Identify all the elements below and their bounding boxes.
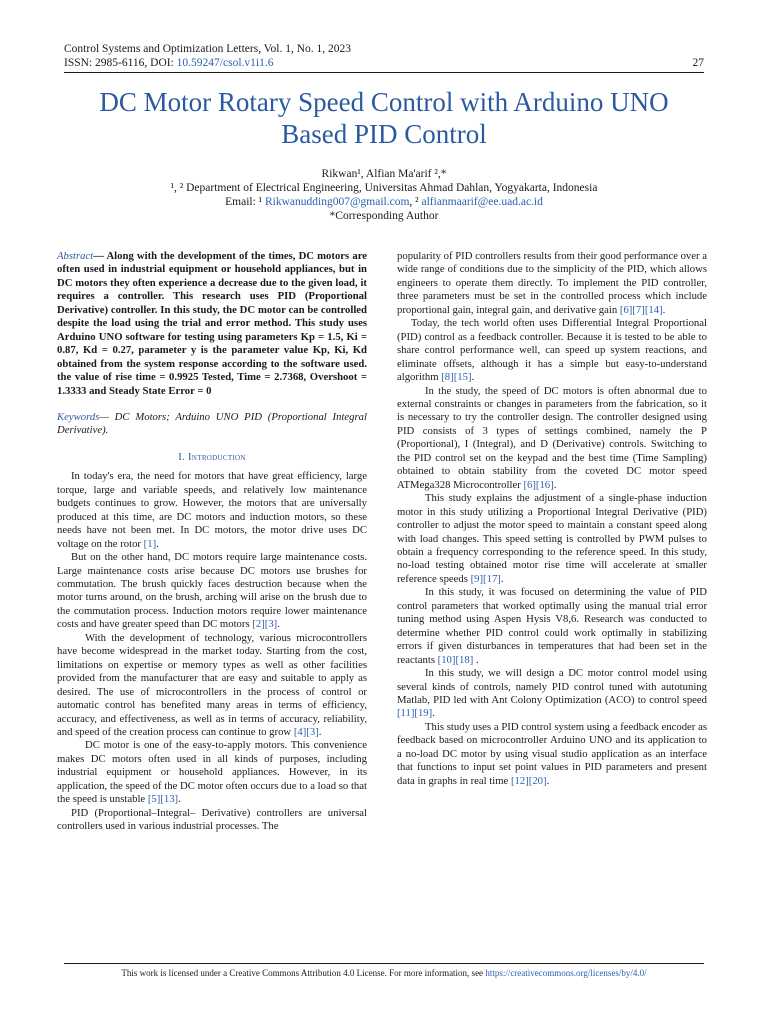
citation-link[interactable]: [12][20] (510, 774, 547, 787)
keywords-text: — DC Motors; Arduino UNO PID (Proportional Integral Derivative). (57, 410, 367, 437)
journal-name: Control Systems and Optimization Letters, Vol. 1, No. 1, 2023 (64, 43, 352, 55)
abstract: Abstract— Along with the development of the times, DC motors are often used in industrial equipment or household appliances, but in DC motors they often experience a decrease due to the given load, it requires a controller. This research uses PID (Proportional Derivative) controller. In this study, the DC motor can be controlled despite the load using the trial and error method. This study uses Arduino UNO software for testing using parameters Kp = 1.5, Ki = 0.87, Kd = 0.27, parameter y is the parameter value Kp, Ki, Kd obtained from the system response according to the software used. the value of rise time = 0.9925 Tested, Time = 2.7368, Overshoot = 1.3333 and Steady State Error = 0 (57, 250, 367, 397)
paragraph: popularity of PID controllers results from their good performance over a wide range of conditions due to the simplicity of the PID, which allows engineers to operate them directly. To implement the PID controller, three parameters must be set in the controlled process which include proportional gain, integral gain, and derivative gain [6][7][14]. (397, 250, 707, 316)
author-block (64, 167, 704, 223)
keywords-label: Keywords (57, 410, 100, 423)
citation-link[interactable]: [6][7][14] (619, 303, 663, 316)
affiliation: ¹, ² Department of Electrical Engineering, Universitas Ahmad Dahlan, Yogyakarta, Indonesia (170, 182, 598, 194)
paragraph: This study explains the adjustment of a single-phase induction motor in this study utilizing a Proportional Integral Derivative (PID) controller to adjust the motor speed to maintain a constant speed along with load changes. This speed setting is controlled by PWM pulses to obtain a frequency corresponding to the reference speed. In this study, no-load testing obtained motor rise time will accelerate at smaller reference speeds [9][17]. (397, 492, 707, 585)
paragraph: PID (Proportional–Integral– Derivative) controllers are universal controllers used in various industrial processes. The (57, 806, 367, 833)
paragraph: Today, the tech world often uses Differential Integral Proportional (PID) control as a feedback controller. Because it is tested to be able to share control performance well, can speed up system reactions, and eliminate offsets, although it has a simple but easy-to-understand algorithm [8][15]. (397, 317, 707, 384)
left-column (57, 250, 367, 834)
paragraph: In this study, we will design a DC motor control model using several kinds of controls, namely PID control tuned with autotuning Matlab, PID led with Ant Colony Optimization (ACO) to control speed [11][19]. (397, 667, 707, 720)
email-link-2[interactable]: alfianmaarif@ee.uad.ac.id (421, 196, 543, 208)
doi-link[interactable]: 10.59247/csol.v1i1.6 (176, 57, 274, 69)
author-names: Rikwan¹, Alfian Ma'arif ²,* (321, 168, 447, 180)
paragraph: But on the other hand, DC motors require large maintenance costs. Large maintenance costs arise because DC motors use brushes for commutation. The brush quickly faces destruction because when the motor turns around, on the brush, arching will arise on the brush due to the commutation process. Induction motors require lower maintenance costs and have greater speed than DC motors [2][3]. (57, 551, 367, 631)
abstract-text: Along with the development of the times, DC motors are often used in industrial equipment or household appliances, but in DC motors they often experience a decrease due to the given load, it requires a controller. This research uses PID (Proportional Derivative) controller. In this study, the DC motor can be controlled despite the load using the trial and error method. This study uses Arduino UNO software for testing using parameters Kp = 1.5, Ki = 0.87, Kd = 0.27, parameter y is the parameter value Kp, Ki, Kd obtained from the system response according to the software used. the value of rise time = 0.9925 Tested, Time = 2.7368, Overshoot = 1.3333 and Steady State Error = 0 (57, 250, 367, 397)
citation-link[interactable]: [8][15] (441, 371, 472, 384)
left-paragraphs (57, 470, 367, 833)
keywords (57, 411, 367, 438)
paper-title: DC Motor Rotary Speed Control with Arduino UNO Based PID Control (99, 87, 669, 149)
citation-link[interactable]: [11][19] (397, 707, 433, 720)
paragraph: DC motor is one of the easy-to-apply motors. This convenience makes DC motors often used in all kinds of purposes, including industrial equipment or household appliances. However, in its application, the speed of the DC motor often occurs due to a load so that the speed is unstable [5][13]. (57, 739, 367, 806)
page-number: 27 (692, 57, 704, 69)
citation-link[interactable]: [5][13] (147, 793, 179, 806)
right-paragraphs (397, 250, 707, 788)
license-footer: This work is licensed under a Creative Commons Attribution 4.0 License. For more information, see https://creativecommons.org/licenses/by/4.0/ (121, 968, 647, 978)
section-heading-introduction: I. Introduction (178, 450, 246, 463)
citation-link[interactable]: [4][3] (293, 725, 319, 738)
paragraph: With the development of technology, various microcontrollers have become widespread in the market today. Starting from the cost, limitations on expertise or memory types as well as other facilities provided from the manufacturer that are easy and suitable to apply as desired. The use of microcontrollers in the process of control or automatic control has benefited many areas in terms of efficiency, accuracy, and effectiveness, as well as in terms of accuracy, reliability, and speed of the creation process can continue to grow [4][3]. (57, 631, 367, 738)
paragraph: In the study, the speed of DC motors is often abnormal due to external constraints or changes in parameters from the fabrication, so it is necessary to try the controller design. The controller designed using PID consists of 3 types of settings combined, namely the P (Proportional), I (Integral), and D (Derivative) controls. Switching to the PID control set on the keypad and the best time (Time Sampling) obtained to obtain stability from the coveted DC motor speed ATMega328 Microcontroller [6][16]. (397, 384, 707, 491)
citation-link[interactable]: [2][3] (252, 618, 278, 631)
email-line: Email: ¹ Rikwanudding007@gmail.com, ² alfianmaarif@ee.uad.ac.id (225, 196, 543, 208)
citation-link[interactable]: [6][16] (523, 478, 554, 491)
citation-link[interactable]: [1] (143, 537, 157, 550)
citation-link[interactable]: [10][18] (437, 653, 474, 666)
paragraph: This study uses a PID control system using a feedback encoder as feedback based on microcontroller Arduino UNO and its application to a no-load DC motor by using visual studio application as an interface that functions to input set point values in PID parameters and present data in graphs in real time [12][20]. (397, 720, 707, 787)
running-header (64, 42, 704, 70)
email-link-1[interactable]: Rikwanudding007@gmail.com (264, 196, 410, 208)
paragraph: In today's era, the need for motors that have great efficiency, large torque, large and variable speeds, and relatively low maintenance budgets continues to grow. However, the motors that are universally produced at this time, are DC motors and induction motors, so these needs have not been met. In DC motors, the motor drive uses DC voltage on the rotor [1]. (57, 470, 367, 550)
right-column (397, 250, 707, 788)
header-rule (64, 72, 704, 73)
citation-link[interactable]: [9][17] (470, 572, 501, 585)
abstract-label: Abstract (57, 250, 94, 262)
corresponding-author: *Corresponding Author (329, 210, 439, 222)
footer-rule (64, 963, 704, 964)
license-link[interactable]: https://creativecommons.org/licenses/by/4.0/ (485, 968, 647, 978)
paragraph: In this study, it was focused on determining the value of PID control parameters that worked optimally using the manual trial error tuning method using Aspen Hysis V8,6. Research was conducted to determine whether PID control could work optimally in stabilizing errors if given disturbances in temperatures that had been set in the reactants [10][18] . (397, 586, 707, 666)
issn-doi-line: ISSN: 2985-6116, DOI: 10.59247/csol.v1i1.6 (64, 57, 274, 69)
